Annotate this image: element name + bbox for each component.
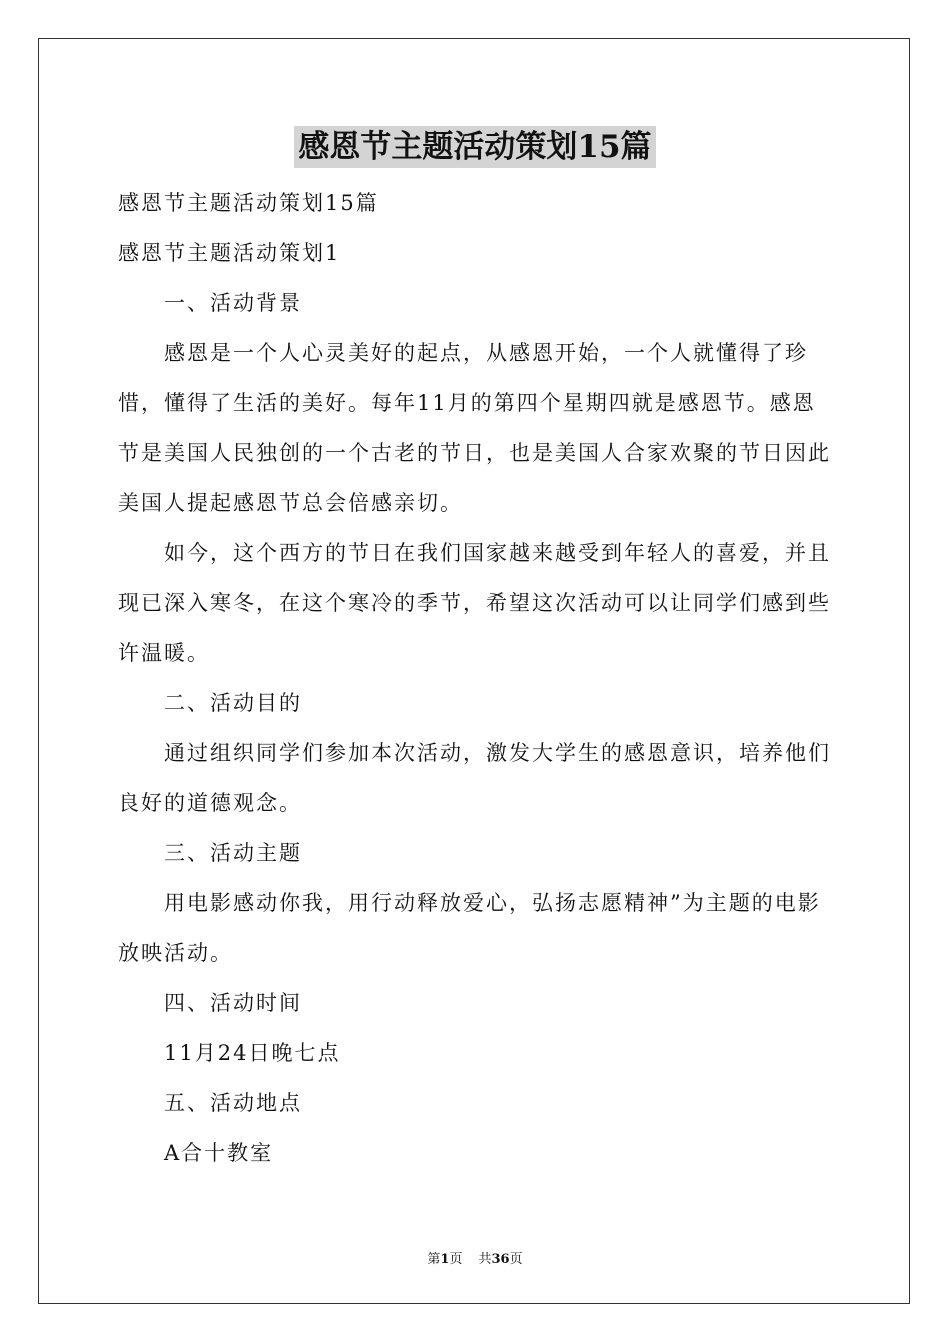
heading-location: 五、活动地点 (164, 1091, 302, 1115)
document-body (118, 178, 834, 1178)
paragraph-theme: 用电影感动你我，用行动释放爱心，弘扬志愿精神”为主题的电影放映活动。 (118, 891, 821, 965)
heading-theme: 三、活动主题 (164, 841, 302, 865)
paragraph-location: A合十教室 (164, 1141, 274, 1165)
footer-page-prefix: 第 (427, 1252, 441, 1267)
heading-background: 一、活动背景 (164, 291, 302, 315)
paragraph-background-2: 如今，这个西方的节日在我们国家越来越受到年轻人的喜爱，并且现已深入寒冬，在这个寒冷的季节，希望这次活动可以让同学们感到些许温暖。 (118, 541, 831, 665)
footer-page-current: 1 (440, 1252, 450, 1267)
paragraph-purpose: 通过组织同学们参加本次活动，激发大学生的感恩意识，培养他们良好的道德观念。 (118, 741, 831, 815)
document-title: 感恩节主题活动策划15篇 (294, 126, 655, 168)
paragraph-time: 11月24日晚七点 (164, 1041, 341, 1065)
footer-total-suffix: 页 (509, 1252, 523, 1267)
page-footer (0, 1248, 950, 1267)
footer-total-pages: 36 (491, 1252, 510, 1267)
section-heading-plan-1: 感恩节主题活动策划1 (118, 241, 341, 265)
heading-time: 四、活动时间 (164, 991, 302, 1015)
paragraph-background-1: 感恩是一个人心灵美好的起点，从感恩开始，一个人就懂得了珍惜，懂得了生活的美好。每年11月的第四个星期四就是感恩节。感恩节是美国人民独创的一个古老的节日，也是美国人合家欢聚的节日因此美国人提起感恩节总会倍感亲切。 (118, 341, 831, 515)
footer-page-suffix: 页 (449, 1252, 463, 1267)
subtitle-line: 感恩节主题活动策划15篇 (118, 191, 379, 215)
title-container (0, 126, 950, 168)
heading-purpose: 二、活动目的 (164, 691, 302, 715)
footer-total-prefix: 共 (478, 1252, 492, 1267)
